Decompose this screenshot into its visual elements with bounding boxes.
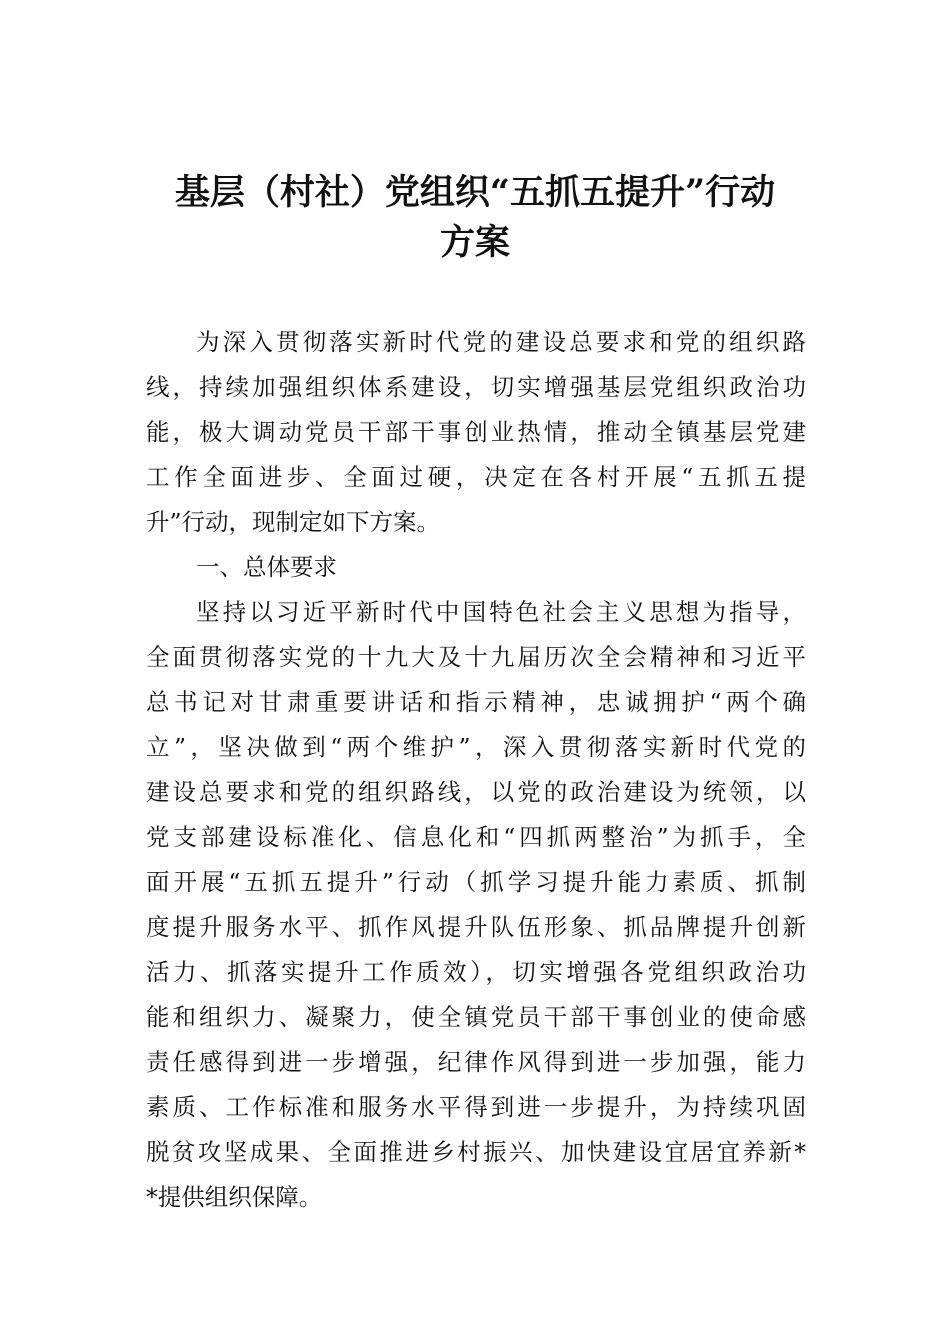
section1-line: 立”，坚决做到“两个维护”，深入贯彻落实新时代党的	[146, 733, 806, 761]
intro-line: 能，极大调动党员干部干事创业热情，推动全镇基层党建	[146, 418, 806, 446]
section-heading-general-requirements: 一、总体要求	[196, 553, 337, 581]
section1-line: 坚持以习近平新时代中国特色社会主义思想为指导，	[196, 598, 806, 626]
intro-line: 线，持续加强组织体系建设，切实增强基层党组织政治功	[146, 373, 806, 401]
intro-line: 工作全面进步、全面过硬，决定在各村开展“五抓五提	[146, 463, 806, 491]
intro-line: 升”行动，现制定如下方案。	[146, 508, 441, 536]
section1-line: 党支部建设标准化、信息化和“四抓两整治”为抓手，全	[146, 823, 806, 851]
section1-line: 建设总要求和党的组织路线，以党的政治建设为统领，以	[146, 778, 806, 806]
section1-line: 全面贯彻落实党的十九大及十九届历次全会精神和习近平	[146, 643, 806, 671]
section1-line: 活力、抓落实提升工作质效），切实增强各党组织政治功	[146, 958, 806, 986]
intro-line: 为深入贯彻落实新时代党的建设总要求和党的组织路	[196, 328, 806, 356]
section1-line: 责任感得到进一步增强，纪律作风得到进一步加强，能力	[146, 1048, 806, 1076]
section1-line: 素质、工作标准和服务水平得到进一步提升，为持续巩固	[146, 1093, 806, 1121]
document-title-line-2: 方案	[439, 222, 510, 263]
document-title-line-1: 基层（村社）党组织“五抓五提升”行动	[174, 172, 776, 213]
section1-line: *提供组织保障。	[146, 1183, 323, 1211]
section1-line: 面开展“五抓五提升”行动（抓学习提升能力素质、抓制	[146, 868, 806, 896]
section1-line: 总书记对甘肃重要讲话和指示精神，忠诚拥护“两个确	[146, 688, 806, 716]
section1-line: 脱贫攻坚成果、全面推进乡村振兴、加快建设宜居宜养新*	[146, 1138, 806, 1166]
section1-line: 能和组织力、凝聚力，使全镇党员干部干事创业的使命感	[146, 1003, 806, 1031]
section1-line: 度提升服务水平、抓作风提升队伍形象、抓品牌提升创新	[146, 913, 806, 941]
